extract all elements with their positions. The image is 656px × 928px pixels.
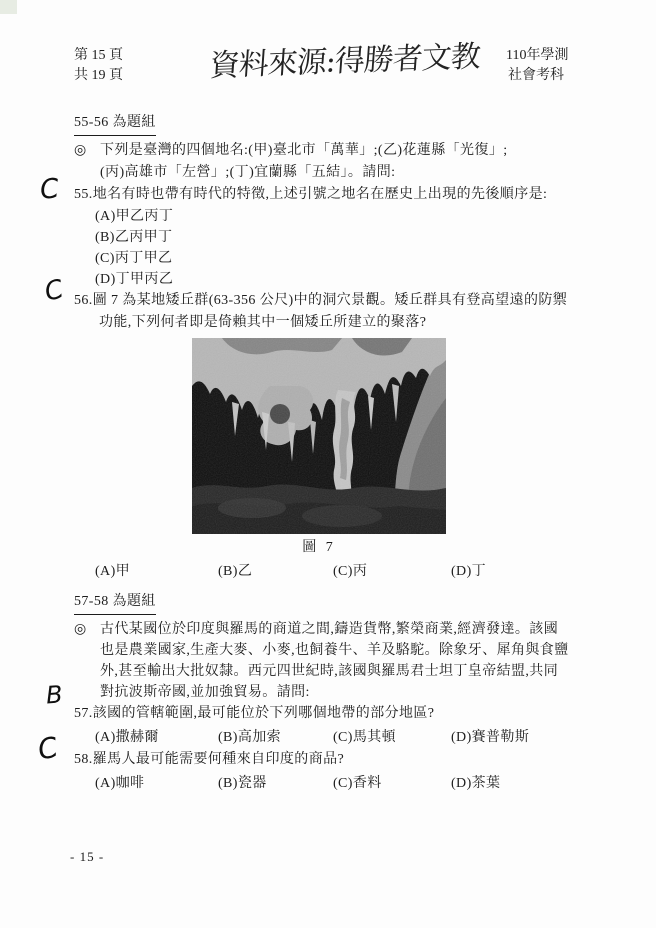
q57-option-b: (B)高加索 [218,730,282,745]
exam-subject-label: 社會考科 [508,68,564,83]
q56-option-a: (A)甲 [95,564,131,579]
q57-option-c: (C)馬其頓 [333,730,397,745]
exam-year-label: 110年學測 [506,48,569,63]
intro-line: 對抗波斯帝國,並加強貿易。請問: [100,685,310,700]
q56-option-b: (B)乙 [218,564,253,579]
handwritten-answer-q56: C [41,274,67,308]
q56-option-d: (D)丁 [451,564,487,579]
group-57-58-heading: 57-58 為題組 [74,591,602,615]
intro-line: 下列是臺灣的四個地名:(甲)臺北市「萬華」;(乙)花蓮縣「光復」; [100,143,508,158]
group-55-56-intro [74,140,602,184]
question-56-stem-line1: 56.圖 7 為某地矮丘群(63-356 公尺)中的洞穴景觀。矮丘群具有登高望遠的防禦 [74,293,568,308]
handwritten-source-watermark: 資料來源:得勝者文教 [208,39,482,84]
question-56-options [74,561,602,583]
group-55-56-heading: 55-56 為題組 [74,112,602,136]
q55-option-a: (A)甲乙丙丁 [95,209,174,224]
question-58-stem: 58.羅馬人最可能需要何種來自印度的商品? [74,752,345,767]
intro-line: 也是農業國家,生產大麥、小麥,也飼養牛、羊及駱駝。除象牙、犀角與食鹽 [100,643,569,658]
q55-option-b: (B)乙丙甲丁 [95,230,173,245]
q58-option-a: (A)咖啡 [95,776,145,791]
header-page-number [74,46,123,86]
exam-content [74,112,602,795]
q57-option-a: (A)撒赫爾 [95,730,159,745]
question-57 [74,703,602,749]
page-number-current: 第 15 頁 [74,48,123,63]
question-57-stem: 57.該國的管轄範圍,最可能位於下列哪個地帶的部分地區? [74,706,435,721]
header-exam-info [506,46,568,86]
question-58-options [74,773,602,795]
question-57-options [74,727,602,749]
question-56-stem-line2: 功能,下列何者即是倚賴其中一個矮丘所建立的聚落? [99,315,427,330]
corner-color-swatch [0,0,17,14]
q55-option-c: (C)丙丁甲乙 [95,251,173,266]
q57-option-d: (D)賽普勒斯 [451,730,530,745]
intro-marker: ◎ [74,143,87,158]
intro-line: 古代某國位於印度與羅馬的商道之間,鑄造貨幣,繁榮商業,經濟發達。該國 [100,622,559,637]
intro-line: 外,甚至輸出大批奴隸。西元四世紀時,該國與羅馬君士坦丁皇帝結盟,共同 [100,664,559,679]
intro-marker: ◎ [74,622,87,637]
figure-7 [192,338,446,559]
figure-caption: 圖 7 [302,540,336,555]
q55-option-d: (D)丁甲丙乙 [95,272,174,287]
group-57-58-intro [74,619,602,703]
handwritten-answer-q57: B [45,680,64,710]
q58-option-b: (B)瓷器 [218,776,267,791]
question-55-stem: 55.地名有時也帶有時代的特徵,上述引號之地名在歷史上出現的先後順序是: [74,187,548,202]
cave-photo [192,338,446,534]
handwritten-answer-q58: C [34,730,61,767]
page-footer: - 15 - [70,849,105,864]
question-55-options [74,206,602,290]
question-58 [74,749,602,795]
q58-option-c: (C)香料 [333,776,382,791]
q56-option-c: (C)丙 [333,564,368,579]
page-number-total: 共 19 頁 [74,68,123,83]
question-56 [74,290,602,334]
handwritten-answer-q55: C [38,173,61,206]
question-55 [74,184,602,290]
q58-option-d: (D)茶葉 [451,776,501,791]
intro-line: (丙)高雄市「左營」;(丁)宜蘭縣「五結」。請問: [100,165,396,180]
